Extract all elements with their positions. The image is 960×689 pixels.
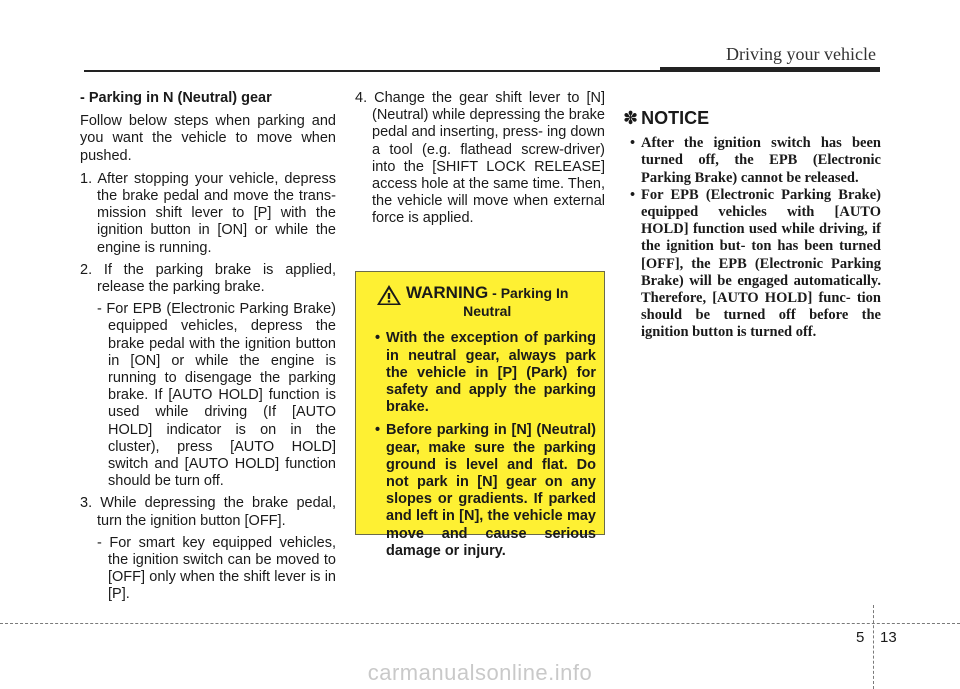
column-left [80,90,336,609]
chapter-number: 5 [856,629,865,646]
warning-item: • With the exception of parking in neutral gear, always park the vehicle in [P] (Park) for safety and apply the parking brake. [366,330,596,416]
notice-star-icon: ✽ [623,108,639,128]
watermark: carmanualsonline.info [367,660,593,685]
warning-item: • Before parking in [N] (Neutral) gear, make sure the parking ground is level and flat. Do not park in [N] gear on any slopes or gradients. If parked and left in [N], the vehicle may move and cause serious damage or injury. [366,422,596,560]
section-heading: - Parking in N (Neutral) gear [80,90,272,106]
notice-title: NOTICE [641,108,710,128]
page-number: 13 [880,629,897,646]
step-2-sub: - For EPB (Electronic Parking Brake) equipped vehicles, depress the brake pedal with the ignition button in [ON] or while the engine is running to disengage the parking brake. If [AUTO HOLD] function is used while driving (If [AUTO HOLD] indicator is on in the cluster), press [AUTO HOLD] switch and [AUTO HOLD] function should be turn off. [97,301,336,490]
warning-triangle-icon [376,284,402,306]
notice-item: • For EPB (Electronic Parking Brake) equipped vehicles with [AUTO HOLD] function used while driving, if the ignition but- ton has been turned [OFF], the EPB (Electronic Parking Brake) will be engaged automatically. Therefore, [AUTO HOLD] func- tion should be turned off before the ignition button is turned off. [623,187,881,342]
header-title: Driving your vehicle [726,44,876,64]
notice-item: • After the ignition switch has been turned off, the EPB (Electronic Parking Brake) cannot be released. [623,135,881,187]
notice-list [623,135,881,341]
step-2: 2. If the parking brake is applied, release the parking brake. [80,261,336,296]
footer-rule [0,623,960,624]
notice-heading [623,110,881,127]
step-3-sub: - For smart key equipped vehicles, the ignition switch can be moved to [OFF] only when the shift lever is in [P]. [97,534,336,603]
warning-box [355,271,605,559]
warning-header [366,284,596,320]
intro-paragraph: Follow below steps when parking and you want the vehicle to move when pushed. [80,113,336,164]
step-3: 3. While depressing the brake pedal, turn the ignition button [OFF]. [80,495,336,529]
column-middle [355,90,605,233]
column-right [623,110,881,342]
warning-subtitle: - Parking In [492,285,569,301]
warning-list [366,330,596,560]
step-4: 4. Change the gear shift lever to [N] (Neutral) while depressing the brake pedal and inserting, press- ing down a tool (e.g. flathead screw-driver) into the [SHIFT LOCK RELEASE] access hole at the same time. Then, the vehicle will move when external force is applied. [355,90,605,227]
step-1: 1. After stopping your vehicle, depress the brake pedal and move the trans- mission shift lever to [P] with the ignition button in [ON] or while the engine is running. [80,170,336,256]
warning-word: WARNING [406,283,489,302]
header-rule-accent [660,67,880,72]
warning-subtitle-line2: Neutral [463,303,512,320]
